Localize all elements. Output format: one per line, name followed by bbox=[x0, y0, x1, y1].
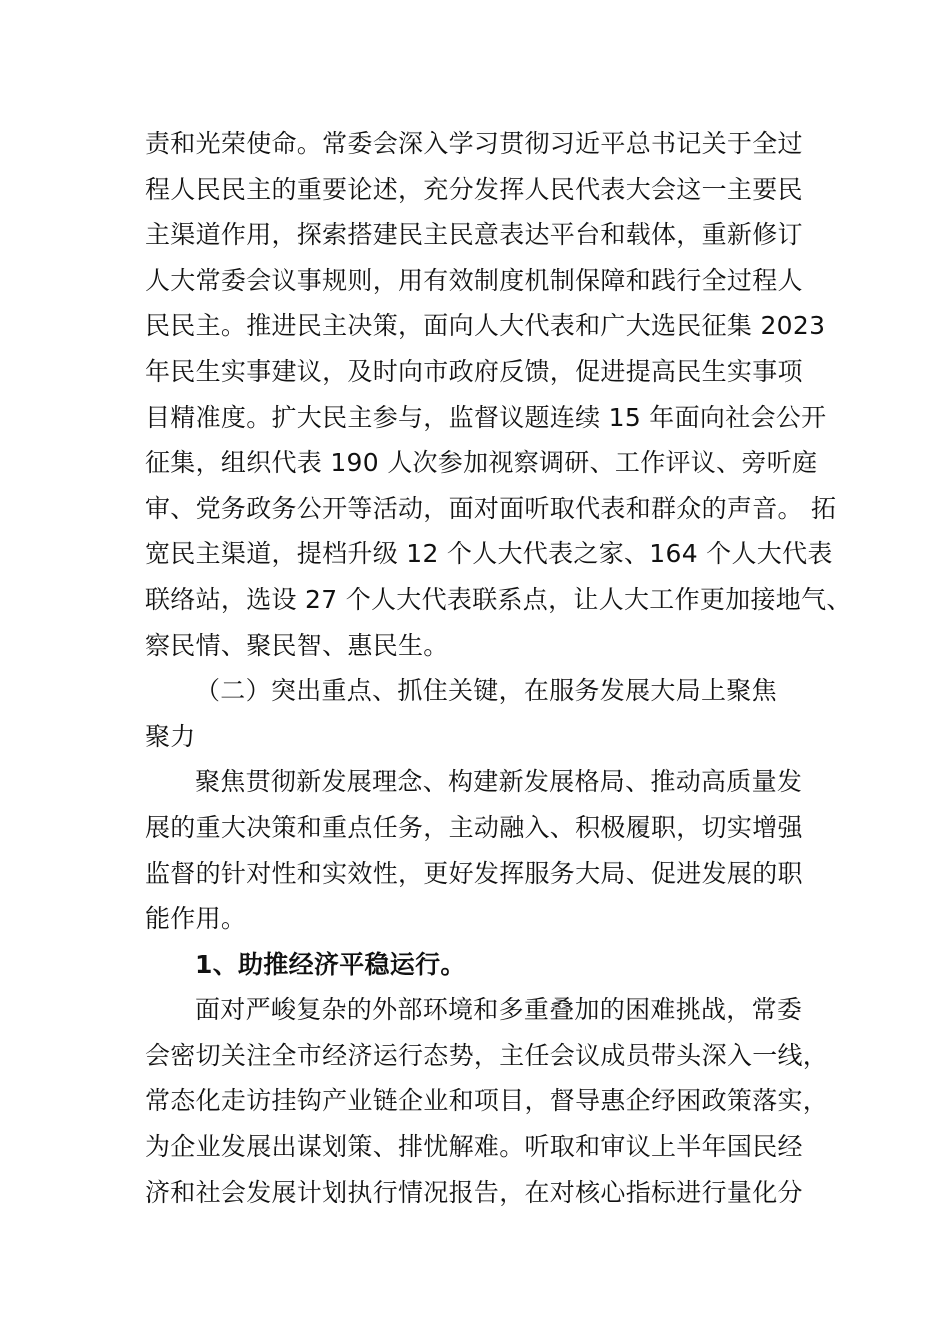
paragraph-line: 主渠道作用，探索搭建民主民意表达平台和载体，重新修订 bbox=[145, 220, 803, 250]
paragraph-line: 人大常委会议事规则，用有效制度机制保障和践行全过程人 bbox=[145, 265, 803, 295]
paragraph-line: 目精准度。扩大民主参与，监督议题连续 15 年面向社会公开 bbox=[145, 402, 827, 432]
section-heading-line: 聚力 bbox=[145, 721, 196, 751]
paragraph-line: 济和社会发展计划执行情况报告，在对核心指标进行量化分 bbox=[145, 1177, 803, 1207]
paragraph-line: 能作用。 bbox=[145, 904, 247, 934]
paragraph-line: 征集，组织代表 190 人次参加视察调研、工作评议、旁听庭 bbox=[145, 448, 818, 478]
paragraph-line: 会密切关注全市经济运行态势，主任会议成员带头深入一线， bbox=[145, 1040, 829, 1070]
paragraph-line: 民民主。推进民主决策，面向人大代表和广大选民征集 2023 bbox=[145, 311, 826, 341]
paragraph-line: 察民情、聚民智、惠民生。 bbox=[145, 630, 449, 660]
paragraph-line: 联络站，选设 27 个人大代表联系点，让人大工作更加接地气、 bbox=[145, 584, 852, 614]
paragraph-line: 审、党务政务公开等活动，面对面听取代表和群众的声音。 拓 bbox=[145, 493, 837, 523]
paragraph-line: 宽民主渠道，提档升级 12 个人大代表之家、164 个人大代表 bbox=[145, 539, 833, 569]
paragraph-line: 为企业发展出谋划策、排忧解难。听取和审议上半年国民经 bbox=[145, 1132, 803, 1162]
paragraph-line: 年民生实事建议，及时向市政府反馈，促进提高民生实事项 bbox=[145, 356, 803, 386]
paragraph-line: 常态化走访挂钩产业链企业和项目，督导惠企纾困政策落实， bbox=[145, 1086, 829, 1116]
paragraph-line: 面对严峻复杂的外部环境和多重叠加的困难挑战，常委 bbox=[195, 995, 803, 1025]
section-heading-line: （二）突出重点、抓住关键，在服务发展大局上聚焦 bbox=[195, 676, 777, 706]
paragraph-line: 监督的针对性和实效性，更好发挥服务大局、促进发展的职 bbox=[145, 858, 803, 888]
paragraph-line: 聚焦贯彻新发展理念、构建新发展格局、推动高质量发 bbox=[195, 767, 803, 797]
subsection-heading: 1、助推经济平稳运行。 bbox=[195, 949, 466, 979]
paragraph-line: 程人民民主的重要论述，充分发挥人民代表大会这一主要民 bbox=[145, 174, 803, 204]
paragraph-line: 责和光荣使命。常委会深入学习贯彻习近平总书记关于全过 bbox=[145, 129, 803, 158]
paragraph-line: 展的重大决策和重点任务，主动融入、积极履职，切实增强 bbox=[145, 812, 803, 842]
document-body bbox=[145, 121, 852, 1215]
